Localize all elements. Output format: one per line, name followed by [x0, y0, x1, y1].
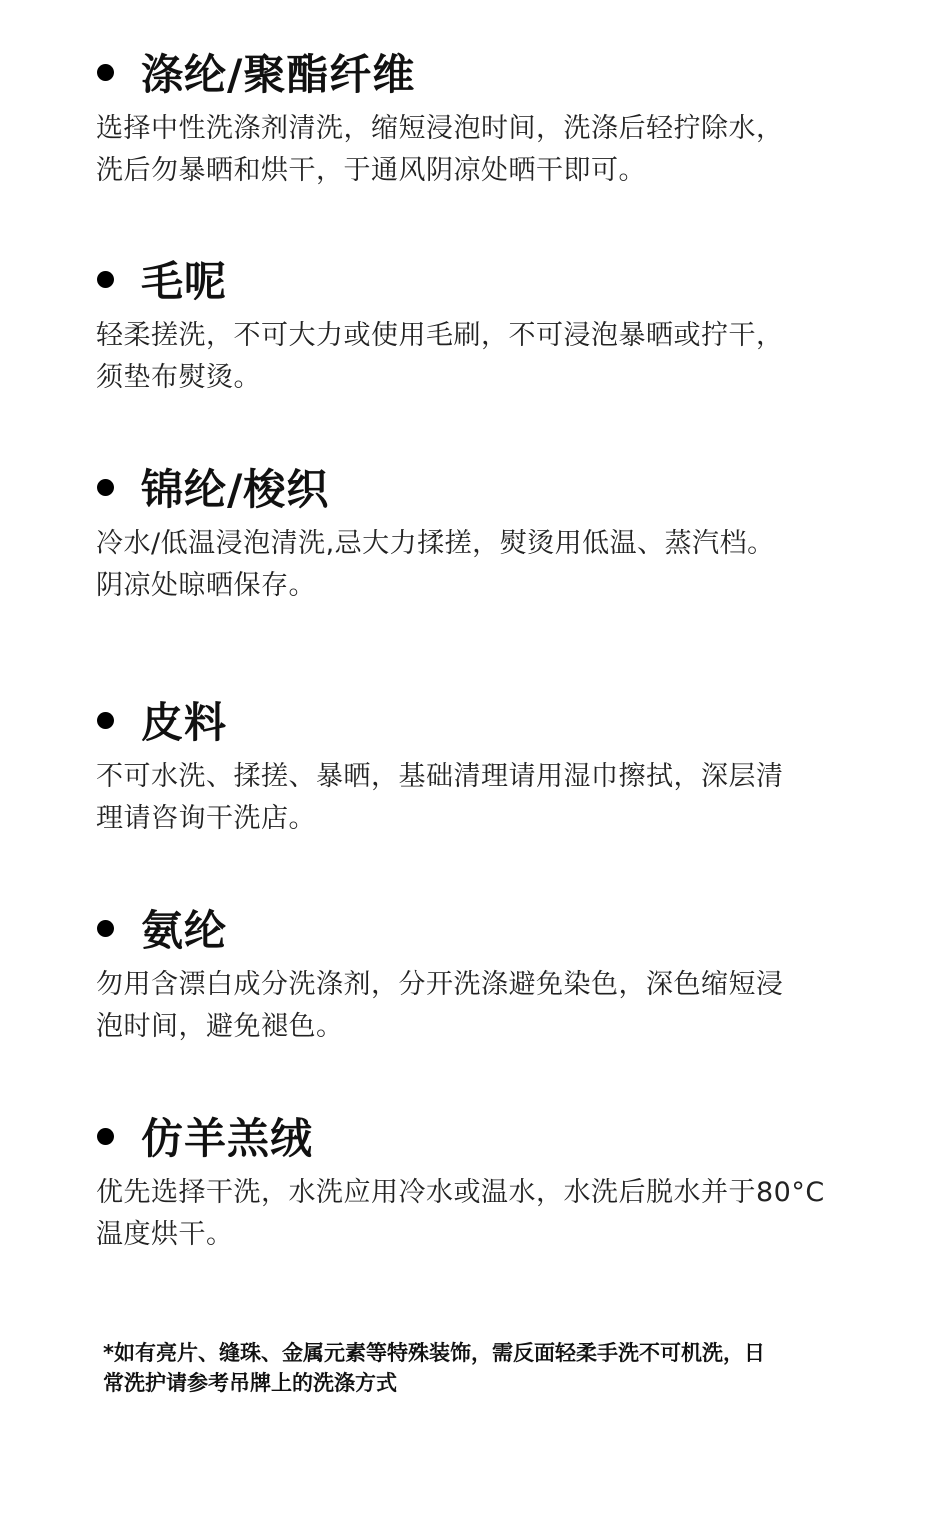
- section-title: 皮料: [141, 698, 228, 747]
- description-line: 优先选择干洗，水洗应用冷水或温水，水洗后脱水并于80°C: [96, 1177, 825, 1208]
- bullet-icon: [97, 479, 114, 496]
- care-section-polyester: [96, 44, 896, 192]
- section-description: [96, 1172, 896, 1256]
- section-title: 仿羊羔绒: [141, 1114, 314, 1163]
- section-title: 锦纶/梭织: [141, 465, 330, 514]
- bullet-icon: [97, 920, 114, 937]
- section-heading-row: [96, 900, 896, 956]
- description-line: 不可水洗、揉搓、暴晒，基础清理请用湿巾擦拭，深层清: [96, 761, 784, 792]
- description-line: 冷水/低温浸泡清洗,忌大力揉搓，熨烫用低温、蒸汽档。: [96, 528, 775, 559]
- care-section-leather: [96, 692, 896, 840]
- footnote-line: *如有亮片、缝珠、金属元素等特殊装饰，需反面轻柔手洗不可机洗，日: [103, 1341, 765, 1365]
- description-line: 轻柔搓洗，不可大力或使用毛刷，不可浸泡暴晒或拧干，: [96, 320, 784, 351]
- care-section-nylon: [96, 459, 896, 607]
- section-description: [96, 315, 896, 399]
- section-title: 毛呢: [141, 257, 228, 306]
- section-title: 氨纶: [141, 906, 228, 955]
- section-title: 涤纶/聚酯纤维: [141, 50, 416, 99]
- section-description: [96, 523, 896, 607]
- footnote-line: 常洗护请参考吊牌上的洗涤方式: [103, 1371, 397, 1395]
- section-heading-row: [96, 459, 896, 515]
- section-heading-row: [96, 692, 896, 748]
- bullet-icon: [97, 1128, 114, 1145]
- bullet-icon: [97, 64, 114, 81]
- care-section-wool: [96, 251, 896, 399]
- description-line: 洗后勿暴晒和烘干，于通风阴凉处晒干即可。: [96, 155, 646, 186]
- section-description: [96, 964, 896, 1048]
- section-heading-row: [96, 1108, 896, 1164]
- section-heading-row: [96, 44, 896, 100]
- description-line: 须垫布熨烫。: [96, 362, 261, 393]
- description-line: 温度烘干。: [96, 1219, 234, 1250]
- care-footnote: [103, 1338, 893, 1398]
- bullet-icon: [97, 712, 114, 729]
- section-heading-row: [96, 251, 896, 307]
- section-description: [96, 108, 896, 192]
- care-section-faux-lambswool: [96, 1108, 896, 1256]
- care-section-spandex: [96, 900, 896, 1048]
- description-line: 勿用含漂白成分洗涤剂，分开洗涤避免染色，深色缩短浸: [96, 969, 784, 1000]
- bullet-icon: [97, 271, 114, 288]
- description-line: 选择中性洗涤剂清洗，缩短浸泡时间，洗涤后轻拧除水，: [96, 113, 784, 144]
- section-description: [96, 756, 896, 840]
- description-line: 泡时间，避免褪色。: [96, 1011, 344, 1042]
- description-line: 理请咨询干洗店。: [96, 803, 316, 834]
- description-line: 阴凉处晾晒保存。: [96, 570, 316, 601]
